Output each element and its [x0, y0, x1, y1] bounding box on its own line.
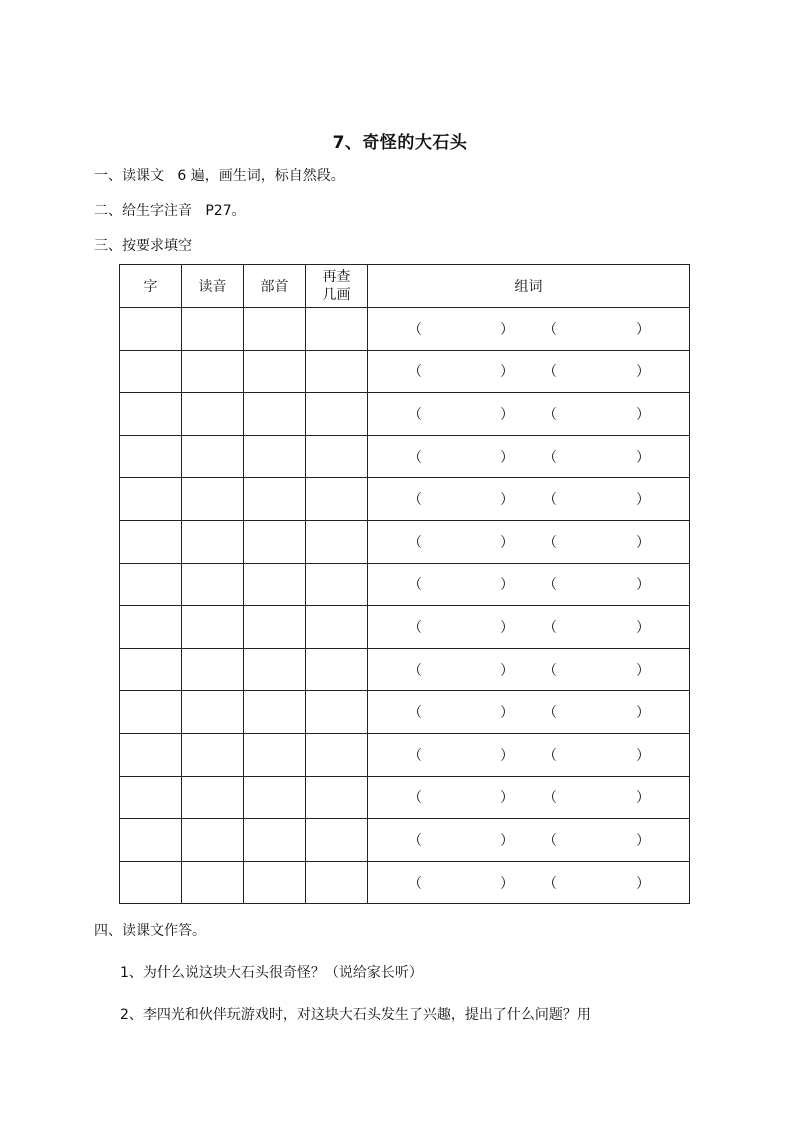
- word-blanks: [368, 478, 689, 520]
- char-cell[interactable]: [120, 308, 182, 351]
- close-paren-1: ）: [500, 747, 514, 764]
- word-blanks: [368, 308, 689, 350]
- strokes-cell[interactable]: [306, 691, 368, 734]
- char-cell[interactable]: [120, 478, 182, 521]
- open-paren-1: （: [408, 364, 422, 381]
- open-paren-1: （: [408, 619, 422, 636]
- radical-cell[interactable]: [244, 776, 306, 819]
- strokes-cell[interactable]: [306, 478, 368, 521]
- strokes-cell[interactable]: [306, 350, 368, 393]
- word-blanks: [368, 649, 689, 691]
- header-pinyin: 读音: [182, 265, 244, 308]
- strokes-cell[interactable]: [306, 520, 368, 563]
- pinyin-cell[interactable]: [182, 648, 244, 691]
- radical-cell[interactable]: [244, 520, 306, 563]
- table-row: [120, 435, 690, 478]
- open-paren-2: （: [543, 790, 557, 807]
- section-2-instruction: 二、给生字注音 P27。: [94, 203, 246, 219]
- open-paren-2: （: [543, 705, 557, 722]
- close-paren-1: ）: [500, 534, 514, 551]
- open-paren-2: （: [543, 321, 557, 338]
- radical-cell[interactable]: [244, 861, 306, 904]
- open-paren-1: （: [408, 747, 422, 764]
- question-1: 1、为什么说这块大石头很奇怪？（说给家长听）: [120, 965, 423, 981]
- radical-cell[interactable]: [244, 691, 306, 734]
- open-paren-2: （: [543, 875, 557, 892]
- open-paren-2: （: [543, 534, 557, 551]
- words-cell[interactable]: [368, 819, 690, 862]
- close-paren-1: ）: [500, 832, 514, 849]
- close-paren-2: ）: [636, 705, 650, 722]
- table-body: [120, 308, 690, 904]
- close-paren-1: ）: [500, 406, 514, 423]
- close-paren-2: ）: [636, 619, 650, 636]
- close-paren-1: ）: [500, 321, 514, 338]
- pinyin-cell[interactable]: [182, 435, 244, 478]
- char-cell[interactable]: [120, 563, 182, 606]
- close-paren-2: ）: [636, 321, 650, 338]
- vocabulary-table: [119, 264, 690, 904]
- pinyin-cell[interactable]: [182, 393, 244, 436]
- radical-cell[interactable]: [244, 606, 306, 649]
- words-cell[interactable]: [368, 733, 690, 776]
- close-paren-1: ）: [500, 364, 514, 381]
- table-row: [120, 350, 690, 393]
- word-blanks: [368, 862, 689, 904]
- table-row: [120, 648, 690, 691]
- open-paren-2: （: [543, 449, 557, 466]
- open-paren-2: （: [543, 492, 557, 509]
- open-paren-2: （: [543, 832, 557, 849]
- strokes-cell[interactable]: [306, 393, 368, 436]
- close-paren-2: ）: [636, 534, 650, 551]
- close-paren-1: ）: [500, 790, 514, 807]
- close-paren-1: ）: [500, 619, 514, 636]
- open-paren-1: （: [408, 492, 422, 509]
- char-cell[interactable]: [120, 393, 182, 436]
- strokes-cell[interactable]: [306, 733, 368, 776]
- strokes-cell[interactable]: [306, 606, 368, 649]
- table-row: [120, 563, 690, 606]
- strokes-cell[interactable]: [306, 648, 368, 691]
- words-cell[interactable]: [368, 393, 690, 436]
- section-3-heading: 三、按要求填空: [94, 238, 192, 254]
- char-cell[interactable]: [120, 819, 182, 862]
- char-cell[interactable]: [120, 435, 182, 478]
- words-cell[interactable]: [368, 350, 690, 393]
- words-cell[interactable]: [368, 563, 690, 606]
- word-blanks: [368, 691, 689, 733]
- table-row: [120, 776, 690, 819]
- radical-cell[interactable]: [244, 393, 306, 436]
- pinyin-cell[interactable]: [182, 478, 244, 521]
- char-cell[interactable]: [120, 776, 182, 819]
- word-blanks: [368, 521, 689, 563]
- char-cell[interactable]: [120, 606, 182, 649]
- table-row: [120, 478, 690, 521]
- open-paren-1: （: [408, 449, 422, 466]
- header-strokes: [306, 265, 368, 308]
- word-blanks: [368, 351, 689, 393]
- open-paren-1: （: [408, 790, 422, 807]
- pinyin-cell[interactable]: [182, 733, 244, 776]
- table-row: [120, 819, 690, 862]
- open-paren-2: （: [543, 747, 557, 764]
- open-paren-1: （: [408, 662, 422, 679]
- open-paren-2: （: [543, 619, 557, 636]
- radical-cell[interactable]: [244, 819, 306, 862]
- words-cell[interactable]: [368, 606, 690, 649]
- question-2: 2、李四光和伙伴玩游戏时，对这块大石头发生了兴趣，提出了什么问题？用: [120, 1007, 591, 1023]
- section-4-heading: 四、读课文作答。: [94, 923, 206, 939]
- char-cell[interactable]: [120, 350, 182, 393]
- words-cell[interactable]: [368, 691, 690, 734]
- word-blanks: [368, 564, 689, 606]
- pinyin-cell[interactable]: [182, 606, 244, 649]
- words-cell[interactable]: [368, 478, 690, 521]
- open-paren-1: （: [408, 534, 422, 551]
- close-paren-2: ）: [636, 747, 650, 764]
- char-cell[interactable]: [120, 733, 182, 776]
- strokes-cell[interactable]: [306, 563, 368, 606]
- words-cell[interactable]: [368, 861, 690, 904]
- word-blanks: [368, 436, 689, 478]
- close-paren-2: ）: [636, 406, 650, 423]
- strokes-cell[interactable]: [306, 308, 368, 351]
- words-cell[interactable]: [368, 648, 690, 691]
- radical-cell[interactable]: [244, 478, 306, 521]
- close-paren-2: ）: [636, 832, 650, 849]
- char-cell[interactable]: [120, 861, 182, 904]
- strokes-cell[interactable]: [306, 776, 368, 819]
- page-title: 7、奇怪的大石头: [332, 133, 468, 153]
- radical-cell[interactable]: [244, 648, 306, 691]
- section-1-instruction: 一、读课文 6 遍，画生词，标自然段。: [94, 168, 345, 184]
- open-paren-1: （: [408, 577, 422, 594]
- open-paren-1: （: [408, 321, 422, 338]
- close-paren-2: ）: [636, 662, 650, 679]
- header-radical: 部首: [244, 265, 306, 308]
- table-row: [120, 733, 690, 776]
- word-blanks: [368, 734, 689, 776]
- strokes-cell[interactable]: [306, 435, 368, 478]
- close-paren-2: ）: [636, 790, 650, 807]
- open-paren-2: （: [543, 577, 557, 594]
- table-row: [120, 393, 690, 436]
- table-row: [120, 520, 690, 563]
- close-paren-1: ）: [500, 875, 514, 892]
- open-paren-2: （: [543, 406, 557, 423]
- close-paren-1: ）: [500, 449, 514, 466]
- words-cell[interactable]: [368, 520, 690, 563]
- open-paren-2: （: [543, 662, 557, 679]
- radical-cell[interactable]: [244, 435, 306, 478]
- header-strokes-line1: 再查: [322, 269, 351, 285]
- pinyin-cell[interactable]: [182, 861, 244, 904]
- close-paren-1: ）: [500, 492, 514, 509]
- words-cell[interactable]: [368, 308, 690, 351]
- header-char: 字: [120, 265, 182, 308]
- word-blanks: [368, 819, 689, 861]
- radical-cell[interactable]: [244, 350, 306, 393]
- pinyin-cell[interactable]: [182, 308, 244, 351]
- char-cell[interactable]: [120, 648, 182, 691]
- strokes-cell[interactable]: [306, 819, 368, 862]
- close-paren-1: ）: [500, 662, 514, 679]
- words-cell[interactable]: [368, 776, 690, 819]
- pinyin-cell[interactable]: [182, 691, 244, 734]
- close-paren-2: ）: [636, 577, 650, 594]
- table-row: [120, 606, 690, 649]
- radical-cell[interactable]: [244, 563, 306, 606]
- word-blanks: [368, 606, 689, 648]
- pinyin-cell[interactable]: [182, 563, 244, 606]
- close-paren-2: ）: [636, 492, 650, 509]
- table-row: [120, 691, 690, 734]
- pinyin-cell[interactable]: [182, 819, 244, 862]
- table-row: [120, 308, 690, 351]
- strokes-cell[interactable]: [306, 861, 368, 904]
- word-blanks: [368, 777, 689, 819]
- header-strokes-line2: 几画: [322, 287, 351, 303]
- open-paren-1: （: [408, 406, 422, 423]
- open-paren-1: （: [408, 705, 422, 722]
- radical-cell[interactable]: [244, 733, 306, 776]
- words-cell[interactable]: [368, 435, 690, 478]
- close-paren-2: ）: [636, 875, 650, 892]
- char-cell[interactable]: [120, 691, 182, 734]
- char-cell[interactable]: [120, 520, 182, 563]
- open-paren-1: （: [408, 832, 422, 849]
- close-paren-2: ）: [636, 449, 650, 466]
- close-paren-1: ）: [500, 577, 514, 594]
- close-paren-2: ）: [636, 364, 650, 381]
- word-blanks: [368, 393, 689, 435]
- pinyin-cell[interactable]: [182, 520, 244, 563]
- open-paren-1: （: [408, 875, 422, 892]
- radical-cell[interactable]: [244, 308, 306, 351]
- close-paren-1: ）: [500, 705, 514, 722]
- pinyin-cell[interactable]: [182, 350, 244, 393]
- pinyin-cell[interactable]: [182, 776, 244, 819]
- table-header-row: [120, 265, 690, 308]
- header-words: 组词: [368, 265, 690, 308]
- table-row: [120, 861, 690, 904]
- open-paren-2: （: [543, 364, 557, 381]
